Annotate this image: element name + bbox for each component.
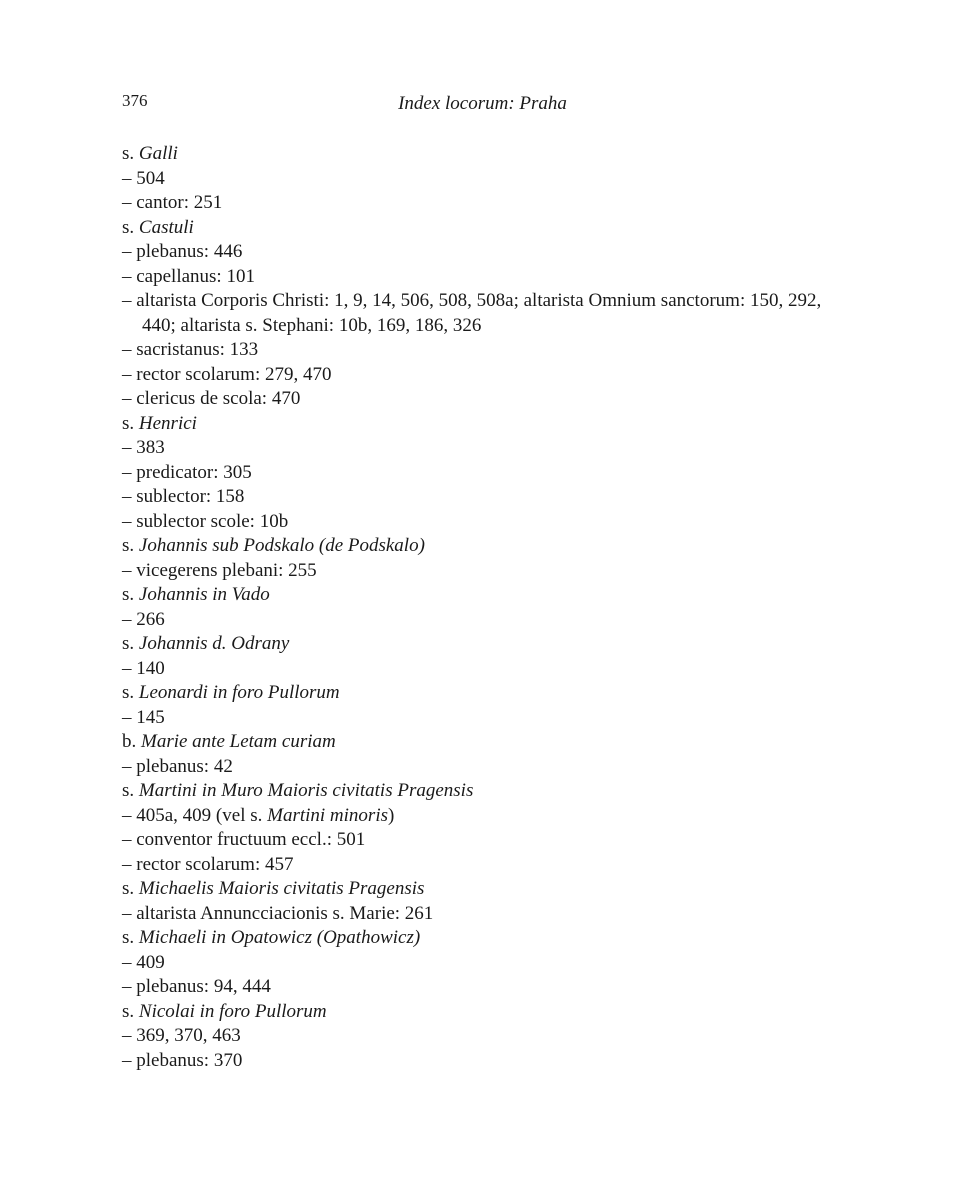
page-number: 376 <box>122 91 148 110</box>
index-subentry: – sublector scole: 10b <box>122 510 289 532</box>
index-subentry: – altarista Corporis Christi: 1, 9, 14, 506, 508, 508a; altarista Omnium sanctorum: 150, 292, 440; altarista s. Stephani: 10b, 169, 186, 326 <box>122 290 822 336</box>
heading-name: Marie ante Letam curiam <box>141 731 336 752</box>
heading-prefix: s. <box>122 535 135 556</box>
index-subentry: – plebanus: 370 <box>122 1049 243 1071</box>
heading-name: Henrici <box>138 412 197 434</box>
index-subentry: – 504 <box>122 167 165 189</box>
index-heading <box>122 412 822 437</box>
index-subentry: – plebanus: 94, 444 <box>122 976 271 997</box>
heading-prefix: s. <box>122 878 135 899</box>
heading-prefix: s. <box>122 1000 135 1022</box>
index-subentry: – plebanus: 446 <box>122 241 243 262</box>
index-heading <box>122 779 822 804</box>
heading-prefix: s. <box>122 216 135 238</box>
subentry-italic-text: Martini minoris <box>267 804 388 826</box>
index-entry-list <box>122 142 822 1073</box>
index-subentry: – cantor: 251 <box>122 192 223 213</box>
heading-prefix: s. <box>122 143 135 164</box>
index-heading <box>122 534 822 559</box>
index-subentry: – capellanus: 101 <box>122 265 255 287</box>
index-subentry: – 140 <box>122 657 165 679</box>
index-subentry: – altarista Annuncciacionis s. Marie: 261 <box>122 902 434 924</box>
index-heading <box>122 877 822 902</box>
index-heading <box>122 1000 822 1025</box>
heading-name: Johannis in Vado <box>138 584 270 605</box>
heading-name: Michaeli in Opatowicz (Opathowicz) <box>138 927 421 948</box>
heading-name: Castuli <box>138 216 194 238</box>
heading-name: Johannis d. Odrany <box>138 633 290 654</box>
heading-name: Nicolai in foro Pullorum <box>138 1000 327 1022</box>
heading-prefix: s. <box>122 633 135 654</box>
heading-prefix: s. <box>122 927 135 948</box>
heading-prefix: s. <box>122 584 135 605</box>
heading-prefix: s. <box>122 780 135 801</box>
index-heading <box>122 681 822 706</box>
index-subentry: – predicator: 305 <box>122 461 252 483</box>
heading-name: Johannis sub Podskalo (de Podskalo) <box>138 535 425 556</box>
running-title: Index locorum: Praha <box>398 93 567 114</box>
heading-prefix: b. <box>122 731 137 752</box>
index-heading <box>122 216 822 241</box>
heading-name: Galli <box>138 143 178 164</box>
index-heading <box>122 142 822 167</box>
index-subentry: – 145 <box>122 706 165 728</box>
index-subentry: – 266 <box>122 608 165 630</box>
index-subentry: – conventor fructuum eccl.: 501 <box>122 829 366 850</box>
index-subentry: – 383 <box>122 437 165 458</box>
index-heading <box>122 632 822 657</box>
heading-prefix: s. <box>122 412 135 434</box>
subentry-text: ) <box>388 804 395 826</box>
index-subentry: – plebanus: 42 <box>122 755 233 777</box>
index-subentry: – 409 <box>122 951 165 973</box>
index-subentry: – rector scolarum: 457 <box>122 853 294 875</box>
heading-name: Leonardi in foro Pullorum <box>138 682 340 703</box>
index-heading <box>122 730 822 755</box>
index-subentry: – 369, 370, 463 <box>122 1025 241 1046</box>
index-subentry: – sublector: 158 <box>122 486 245 507</box>
subentry-text: – 405a, 409 (vel s. <box>122 804 268 826</box>
index-heading <box>122 583 822 608</box>
heading-name: Michaelis Maioris civitatis Pragensis <box>138 878 425 899</box>
index-heading <box>122 926 822 951</box>
index-subentry: – rector scolarum: 279, 470 <box>122 363 332 385</box>
heading-name: Martini in Muro Maioris civitatis Pragensis <box>138 780 474 801</box>
index-subentry: – sacristanus: 133 <box>122 339 259 360</box>
index-subentry <box>122 804 822 829</box>
index-subentry: – clericus de scola: 470 <box>122 388 301 409</box>
index-subentry: – vicegerens plebani: 255 <box>122 559 317 581</box>
heading-prefix: s. <box>122 682 135 703</box>
